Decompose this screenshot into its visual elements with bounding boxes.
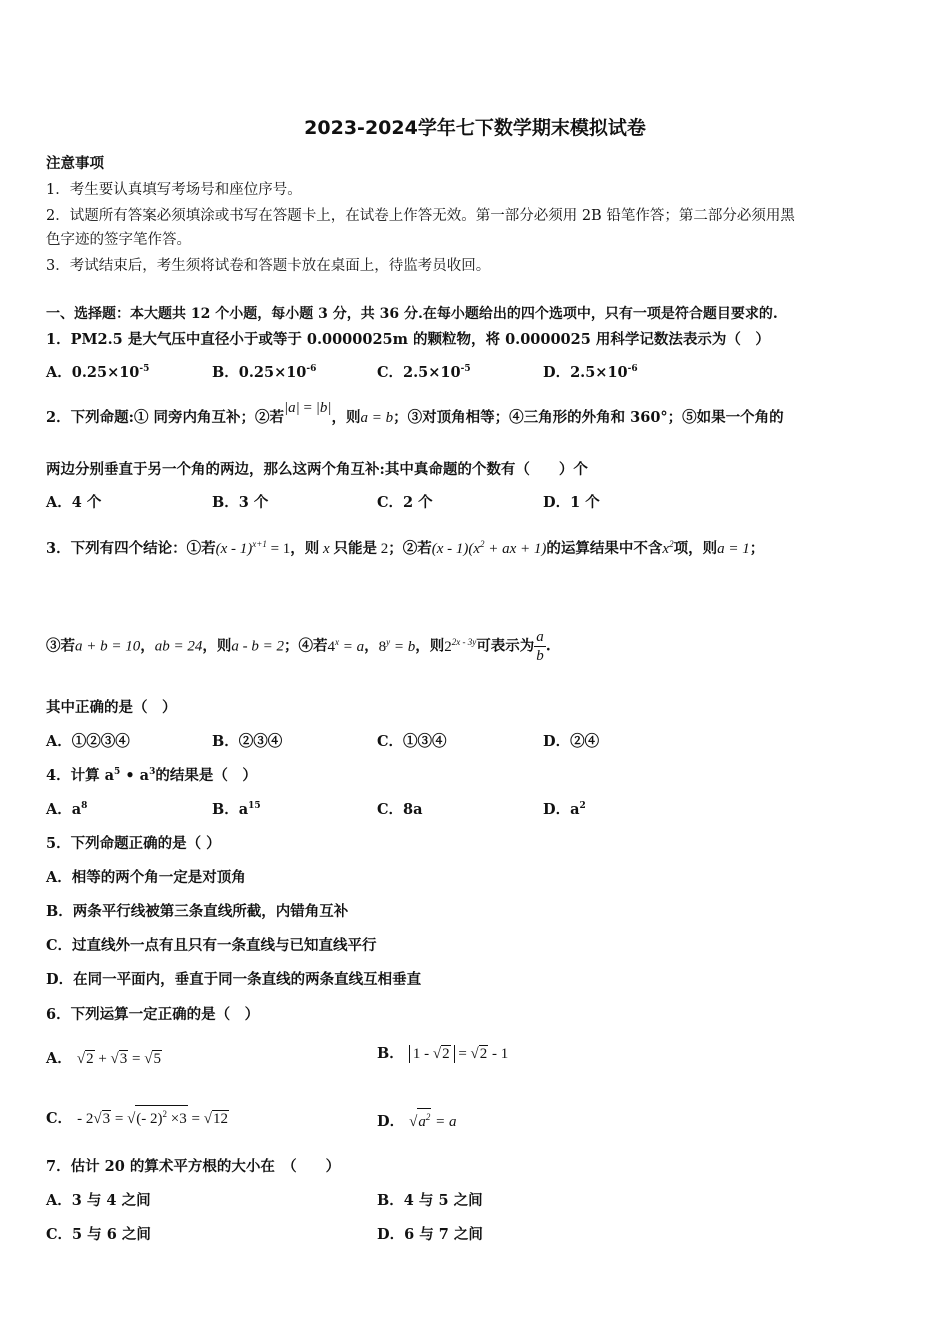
q3-math-1: (x - 1)$^{x+1}$ = 1 [215, 539, 291, 557]
q7-option-c[interactable]: C．5 与 6 之间 [46, 1226, 151, 1243]
q6-option-c[interactable]: C． - 2√3 = √(- 2)$^2$ ×3 = √12 [46, 1105, 229, 1128]
q3-stem-line-2: ③若a + b = 10，ab = 24，则a - b = 2；④若$4^x = a$，$8^y = b$，则$2^{2x - 3y}$可表示为 $\frac{a}{b}$ . [46, 629, 551, 664]
q5-stem: 5．下列命题正确的是（ ） [46, 835, 221, 852]
exam-title: 2023-2024学年七下数学期末模拟试卷 [304, 117, 646, 139]
notice-line-3: 3．考试结束后，考生须将试卷和答题卡放在桌面上，待监考员收回。 [46, 258, 491, 274]
q7-option-b[interactable]: B．4 与 5 之间 [377, 1192, 483, 1209]
q5-option-d[interactable]: D．在同一平面内，垂直于同一条直线的两条直线互相垂直 [46, 971, 422, 988]
q3-ask: 其中正确的是（ ） [46, 699, 177, 716]
q5-option-a[interactable]: A．相等的两个角一定是对顶角 [46, 869, 246, 886]
q2-option-b[interactable]: B．3 个 [212, 494, 269, 511]
q6-option-b[interactable]: B． 1 - √2 = √2 - 1 [377, 1045, 509, 1062]
notice-line-2-cont: 色字迹的签字笔作答。 [46, 232, 191, 248]
q4-option-a[interactable]: A．$a^8$ [46, 801, 88, 818]
q2-option-a[interactable]: A．4 个 [46, 494, 102, 511]
q4-option-b[interactable]: B．$a^{15}$ [212, 801, 261, 818]
q2-option-c[interactable]: C．2 个 [377, 494, 433, 511]
q2-option-d[interactable]: D．1 个 [543, 494, 600, 511]
q5-option-b[interactable]: B．两条平行线被第三条直线所截，内错角互补 [46, 903, 349, 920]
q3-option-d[interactable]: D．②④ [543, 733, 600, 750]
q6-stem: 6．下列运算一定正确的是（ ） [46, 1006, 260, 1023]
q3-option-a[interactable]: A．①②③④ [46, 733, 130, 750]
q7-option-a[interactable]: A．3 与 4 之间 [46, 1192, 151, 1209]
notice-line-1: 1．考生要认真填写考场号和座位序号。 [46, 182, 302, 198]
q2-stem-line-1: 2．下列命题:① 同旁内角互补；②若|a| = |b|，则a = b；③对顶角相等；④三角形的外角和 360°；⑤如果一个角的 [46, 400, 784, 426]
q1-stem: 1．PM2.5 是大气压中直径小于或等于 0.0000025m 的颗粒物，将 0.0000025 用科学记数法表示为（ ） [46, 331, 770, 348]
q3-math-2: $(x - 1)(x^2$ + ax + 1) [431, 539, 547, 557]
q3-stem-line-1: 3．下列有四个结论：①若(x - 1)$^{x+1}$ = 1，则 x 只能是 2；②若$(x - 1)(x^2$ + ax + 1)的运算结果中不含$x^2$项，则a = 1； [46, 539, 765, 557]
notice-line-2: 2．试题所有答案必须填涂或书写在答题卡上，在试卷上作答无效。第一部分必须用 2B 铅笔作答；第二部分必须用黑 [46, 208, 795, 224]
q3-option-b[interactable]: B．②③④ [212, 733, 283, 750]
q1-option-d[interactable]: D．$2.5\times 10^{-6}$ [543, 364, 638, 381]
q5-option-c[interactable]: C．过直线外一点有且只有一条直线与已知直线平行 [46, 937, 377, 954]
q4-option-c[interactable]: C．8a [377, 801, 423, 818]
q1-option-a[interactable]: A．$0.25\times 10^{-5}$ [46, 364, 150, 381]
q6-option-d[interactable]: D． $√a^2 = a$ [377, 1108, 457, 1131]
q3-option-c[interactable]: C．①③④ [377, 733, 447, 750]
q2-stem-line-2: 两边分别垂直于另一个角的两边，那么这两个角互补:其中真命题的个数有（ ）个 [46, 461, 588, 478]
q1-option-c[interactable]: C．$2.5\times 10^{-5}$ [377, 364, 471, 381]
q2-math-eq: a = b [360, 410, 394, 426]
q4-stem: 4．计算 $a^5$ • $a^3$的结果是（ ） [46, 767, 257, 784]
section-heading: 一、选择题：本大题共 12 个小题，每小题 3 分，共 36 分.在每小题给出的四个选项中，只有一项是符合题目要求的. [46, 306, 778, 322]
q6-option-a[interactable]: A． √2 + √3 = √5 [46, 1050, 161, 1067]
q3-fraction: $\frac{a}{b}$ [536, 629, 544, 664]
q1-option-b[interactable]: B．$0.25\times 10^{-6}$ [212, 364, 317, 381]
q7-stem: 7．估计 20 的算术平方根的大小在 （ ） [46, 1158, 341, 1175]
q4-option-d[interactable]: D．$a^2$ [543, 801, 586, 818]
q7-option-d[interactable]: D．6 与 7 之间 [377, 1226, 483, 1243]
notice-heading: 注意事项 [46, 155, 104, 172]
q2-math-abs: |a| = |b| [284, 400, 332, 416]
